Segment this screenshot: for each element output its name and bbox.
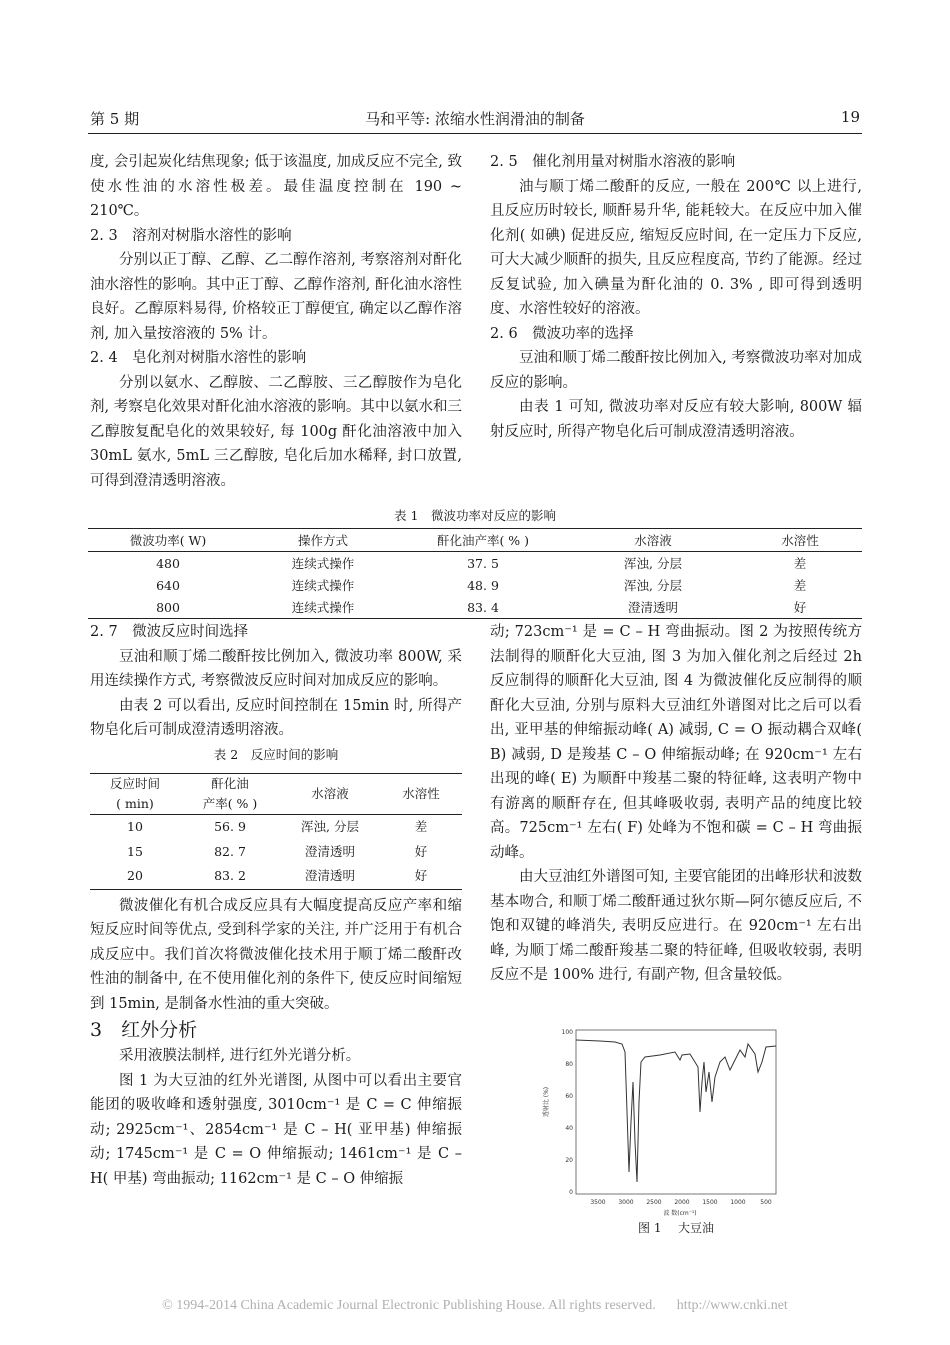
x-tick-label: 2000 xyxy=(674,1199,690,1206)
figure-1-xlabel: 波 数(cm⁻¹) xyxy=(663,1210,697,1217)
x-tick-label: 3000 xyxy=(618,1199,634,1206)
x-tick-label: 3500 xyxy=(590,1199,606,1206)
section-2-4-title: 2. 4 皂化剂对树脂水溶性的影响 xyxy=(90,350,307,366)
copyright-footer xyxy=(0,1298,950,1314)
left-column-top xyxy=(90,150,462,493)
paragraph-ir-comparison: 动; 723cm⁻¹ 是 = C – H 弯曲振动。图 2 为按照传统方法制得的顺酐化大豆油, 图 3 为加入催化剂之后经过 2h 反应制得的顺酐化大豆油, 图 4 为微波催化反应制得的顺酐化大豆油, 分别与原料大豆油红外谱图对比之后可以看出, 亚甲基的伸缩振动峰( A) 减弱, C = O 振动耦合双峰( B) 减弱, D 是羧基 C – O 伸缩振动峰; 在 920cm⁻¹ 左右出现的峰( E) 为顺酐中羧基二聚的特征峰, 这表明产物中有游离的顺酐存在, 但其峰吸收弱, 表明产品的纯度比较高。725cm⁻¹ 左右( F) 处峰为不饱和碳 = C – H 弯曲振动峰。 xyxy=(490,624,862,861)
table-cell: 83. 2 xyxy=(214,868,246,883)
table-cell: 浑浊, 分层 xyxy=(624,556,682,571)
table-cell: 15 xyxy=(127,843,143,859)
table-1-header: 水溶液 xyxy=(568,529,738,552)
section-3-body-2: 图 1 为大豆油的红外光谱图, 从图中可以看出主要官能团的吸收峰和透射强度, 3010cm⁻¹ 是 C = C 伸缩振动; 2925cm⁻¹、2854cm⁻¹ 是 C – H( 亚甲基) 伸缩振动; 1745cm⁻¹ 是 C = O 伸缩振动; 1461cm⁻¹ 是 C – H( 甲基) 弯曲振动; 1162cm⁻¹ 是 C – O 伸缩振 xyxy=(90,1072,462,1187)
y-tick-label: 100 xyxy=(561,1029,573,1036)
table-cell: 83. 4 xyxy=(467,599,499,615)
table-cell: 37. 5 xyxy=(467,555,499,571)
table-2-header-line: 反应时间 xyxy=(109,776,160,791)
table-2-header-line: 产率( % ) xyxy=(202,796,258,811)
x-tick-label: 2500 xyxy=(646,1199,662,1206)
paragraph-temperature: 度, 会引起炭化结焦现象; 低于该温度, 加成反应不完全, 致使水性油的水溶性极差。最佳温度控制在 190 ~ 210℃。 xyxy=(90,154,462,219)
table-2-caption: 表 2 反应时间的影响 xyxy=(213,746,339,762)
table-cell: 640 xyxy=(156,577,180,593)
table-1-header: 微波功率( W) xyxy=(88,529,248,552)
table-cell: 差 xyxy=(793,556,807,571)
spectrum-line xyxy=(576,1040,776,1182)
section-2-7-body-2: 由表 2 可以看出, 反应时间控制在 15min 时, 所得产物皂化后可制成澄清透明溶液。 xyxy=(90,697,462,738)
figure-1-ylabel: 透射比 (%) xyxy=(543,1086,550,1118)
y-tick-label: 20 xyxy=(565,1157,573,1164)
table-cell: 浑浊, 分层 xyxy=(624,578,682,593)
journal-issue: 第 5 期 xyxy=(90,110,140,128)
table-row xyxy=(88,596,862,619)
table-2 xyxy=(90,773,462,890)
table-cell: 480 xyxy=(156,555,180,571)
section-2-4-body: 分别以氨水、乙醇胺、二乙醇胺、三乙醇胺作为皂化剂, 考察皂化效果对酐化油水溶液的影响。其中以氨水和三乙醇胺复配皂化的效果较好, 每 100g 酐化油溶液中加入 30mL 氨水, 5mL 三乙醇胺, 皂化后加水稀释, 封口放置, 可得到澄清透明溶液。 xyxy=(90,374,462,489)
y-tick-label: 40 xyxy=(565,1125,573,1132)
x-tick-label: 500 xyxy=(760,1199,772,1206)
paragraph-microwave-summary: 微波催化有机合成反应具有大幅度提高反应产率和缩短反应时间等优点, 受到科学家的关注, 并广泛用于有机合成反应中。我们首次将微波催化技术用于顺丁烯二酸酐改性油的制备中, 在不使用催化剂的条件下, 使反应时间缩短到 15min, 是制备水性油的重大突破。 xyxy=(90,897,462,1012)
right-column-top xyxy=(490,150,862,444)
figure-1-ir-spectrum xyxy=(540,1022,810,1237)
table-row xyxy=(88,574,862,596)
table-cell: 10 xyxy=(127,819,143,834)
table-row xyxy=(90,864,462,889)
paragraph-ir-conclusion: 由大豆油红外谱图可知, 主要官能团的出峰形状和波数基本吻合, 和顺丁烯二酸酐通过狄尔斯—阿尔德反应后, 不饱和双键的峰消失, 表明反应进行。在 920cm⁻¹ 左右出峰, 为顺丁烯二酸酐羧基二聚的特征峰, 但吸收较弱, 表明反应不是 100% 进行, 有副产物, 但含量较低。 xyxy=(490,869,862,983)
section-2-5-title: 2. 5 催化剂用量对树脂水溶液的影响 xyxy=(490,154,736,170)
table-cell: 56. 9 xyxy=(214,819,246,834)
table-row xyxy=(90,840,462,865)
table-cell: 82. 7 xyxy=(214,843,246,859)
table-cell: 800 xyxy=(156,599,180,615)
table-row xyxy=(90,815,462,840)
section-2-5-body: 油与顺丁烯二酸酐的反应, 一般在 200℃ 以上进行, 且反应历时较长, 顺酐易升华, 能耗较大。在反应中加入催化剂( 如碘) 促进反应, 缩短反应时间, 在一定压力下反应, 可大大减少顺酐的损失, 且反应程度高, 节约了能源。经过反复试验, 加入碘量为酐化油的 0. 3% , 即可得到透明度、水溶性较好的溶液。 xyxy=(490,178,862,317)
table-cell: 澄清透明 xyxy=(304,868,355,883)
table-cell: 澄清透明 xyxy=(627,600,678,615)
section-2-6-body-1: 豆油和顺丁烯二酸酐按比例加入, 考察微波功率对加成反应的影响。 xyxy=(490,350,862,391)
table-cell: 连续式操作 xyxy=(291,578,355,593)
figure-1-caption-number: 图 1 xyxy=(638,1221,662,1235)
left-column-bottom xyxy=(90,620,462,1191)
section-3-title: 3 红外分析 xyxy=(90,1019,198,1041)
table-1-header: 酐化油产率( % ) xyxy=(398,529,568,552)
table-1 xyxy=(88,528,862,619)
table-2-header-line: 酐化油 xyxy=(211,776,249,791)
section-2-7-body-1: 豆油和顺丁烯二酸酐按比例加入, 微波功率 800W, 采用连续操作方式, 考察微波反应时间对加成反应的影响。 xyxy=(90,648,462,689)
x-tick-label: 1500 xyxy=(702,1199,718,1206)
y-tick-label: 80 xyxy=(565,1061,573,1068)
section-2-6-title: 2. 6 微波功率的选择 xyxy=(490,325,634,342)
right-column-bottom xyxy=(490,620,862,988)
y-tick-label: 0 xyxy=(569,1189,573,1196)
table-cell: 澄清透明 xyxy=(304,843,355,859)
table-1-header: 水溶性 xyxy=(738,529,862,552)
table-cell: 好 xyxy=(414,843,428,859)
copyright-text: © 1994-2014 China Academic Journal Electronic Publishing House. All rights reserved. xyxy=(162,1298,656,1313)
table-2-header-line: ( min) xyxy=(116,796,154,811)
table-cell: 差 xyxy=(793,578,807,593)
table-1-header: 操作方式 xyxy=(248,529,398,552)
table-cell: 差 xyxy=(414,819,428,834)
table-cell: 20 xyxy=(127,868,143,883)
table-cell: 连续式操作 xyxy=(291,556,355,571)
x-tick-label: 1000 xyxy=(730,1199,746,1206)
table-cell: 浑浊, 分层 xyxy=(301,819,359,834)
footer-url[interactable]: http://www.cnki.net xyxy=(676,1298,788,1313)
table-cell: 好 xyxy=(793,600,807,615)
section-3-body-1: 采用液膜法制样, 进行红外光谱分析。 xyxy=(119,1048,361,1064)
table-cell: 连续式操作 xyxy=(291,600,355,615)
figure-1-caption-text: 大豆油 xyxy=(678,1221,715,1235)
header-rule xyxy=(88,133,862,134)
table-2-header: 水溶液 xyxy=(280,774,380,815)
y-tick-label: 60 xyxy=(565,1093,573,1100)
section-2-3-title: 2. 3 溶剂对树脂水溶性的影响 xyxy=(90,227,292,244)
section-2-7-title: 2. 7 微波反应时间选择 xyxy=(90,624,249,640)
table-cell: 好 xyxy=(414,868,428,883)
table-cell: 48. 9 xyxy=(467,577,499,593)
table-2-header: 水溶性 xyxy=(380,774,462,815)
table-row xyxy=(88,552,862,575)
table-2-header xyxy=(180,774,280,815)
table-2-header xyxy=(90,774,180,815)
running-title: 马和平等: 浓缩水性润滑油的制备 xyxy=(365,110,585,128)
page-number: 19 xyxy=(840,108,860,126)
section-2-3-body: 分别以正丁醇、乙醇、乙二醇作溶剂, 考察溶剂对酐化油水溶性的影响。其中正丁醇、乙醇作溶剂, 酐化油水溶性良好。乙醇原料易得, 价格较正丁醇便宜, 确定以乙醇作溶剂, 加入量按溶液的 5% 计。 xyxy=(90,252,462,342)
table-1-caption: 表 1 微波功率对反应的影响 xyxy=(394,508,556,523)
section-2-6-body-2: 由表 1 可知, 微波功率对反应有较大影响, 800W 辐射反应时, 所得产物皂化后可制成澄清透明溶液。 xyxy=(490,399,862,440)
